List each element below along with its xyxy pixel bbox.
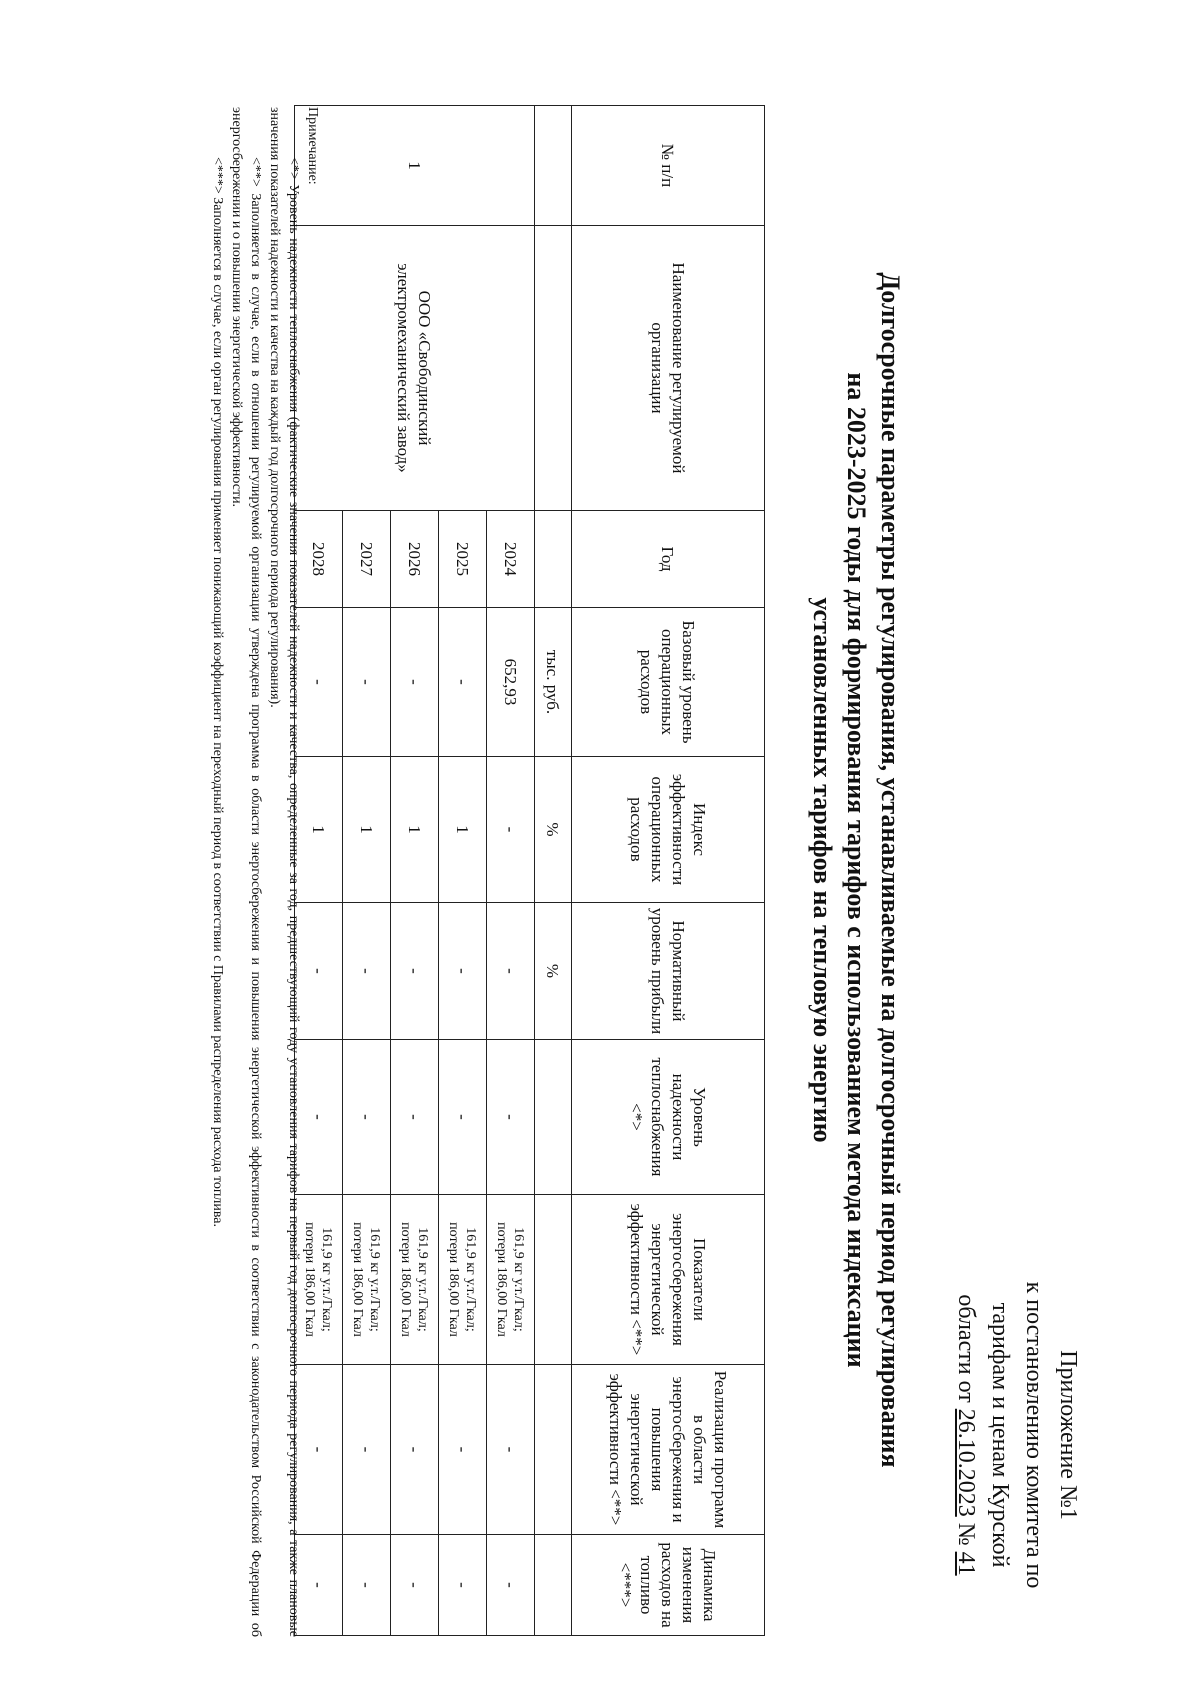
note-3: <***> Заполняется в случае, если орган регулирования применяет понижающий коэффициент на переходный период в соответствии с Правилами распределения расхода топлива.	[210, 157, 225, 1227]
base-cell: 652,93	[487, 608, 535, 757]
col-header-fuel: Динамика изменения расходов на топливо <***>	[572, 1535, 765, 1636]
col-header-reliability: Уровень надежности теплоснабжения <*>	[572, 1040, 765, 1195]
energy-line-2: потери 186,00 Гкал	[302, 1222, 318, 1337]
appendix-number-sign: №	[953, 1516, 979, 1552]
energy-cell	[343, 1195, 391, 1365]
org-name: ООО «Свободинский электромеханический завод»	[295, 226, 535, 511]
unit-cell	[535, 1195, 572, 1365]
col-header-number: № п/п	[572, 106, 765, 226]
energy-line-1: 161,9 кг у.т./Гкал;	[367, 1227, 383, 1332]
notes-heading: Примечание:	[305, 107, 320, 185]
row-number: 1	[295, 106, 535, 226]
profit-cell: -	[391, 903, 439, 1040]
col-header-org: Наименование регулируемой организации	[572, 226, 765, 511]
fuel-cell: -	[439, 1535, 487, 1636]
year-cell: 2028	[295, 511, 343, 608]
col-header-year: Год	[572, 511, 765, 608]
year-cell: 2027	[343, 511, 391, 608]
profit-cell: -	[439, 903, 487, 1040]
year-cell: 2026	[391, 511, 439, 608]
programs-cell: -	[343, 1365, 391, 1535]
table-row	[487, 106, 535, 1636]
programs-cell: -	[487, 1365, 535, 1535]
col-header-energy: Показатели энергосбережения энергетической эффективности <**>	[572, 1195, 765, 1365]
programs-cell: -	[439, 1365, 487, 1535]
appendix-line-2: к постановлению комитета по	[1021, 1281, 1047, 1589]
appendix-number: 41	[953, 1551, 979, 1576]
appendix-date-prefix: области от	[953, 1294, 979, 1409]
fuel-cell: -	[295, 1535, 343, 1636]
appendix-line-3: тарифам и ценам Курской	[987, 1302, 1013, 1568]
index-cell: 1	[343, 757, 391, 903]
energy-line-1: 161,9 кг у.т./Гкал;	[319, 1227, 335, 1332]
fuel-cell: -	[343, 1535, 391, 1636]
energy-line-2: потери 186,00 Гкал	[446, 1222, 462, 1337]
reliability-cell: -	[439, 1040, 487, 1195]
energy-line-2: потери 186,00 Гкал	[350, 1222, 366, 1337]
appendix-date: 26.10.2023	[953, 1408, 979, 1517]
document-page	[0, 55, 1125, 1685]
table-header-row	[572, 106, 765, 1636]
base-cell: -	[343, 608, 391, 757]
fuel-cell: -	[391, 1535, 439, 1636]
appendix-line-4	[949, 1225, 983, 1645]
unit-cell-index: %	[535, 757, 572, 903]
unit-cell	[535, 106, 572, 226]
notes-section	[208, 107, 322, 1637]
energy-line-1: 161,9 кг у.т./Гкал;	[415, 1227, 431, 1332]
index-cell: -	[487, 757, 535, 903]
title-line-3: установленных тарифов на тепловую энергию	[808, 597, 837, 1143]
appendix-line-1: Приложение №1	[1055, 1350, 1081, 1520]
profit-cell: -	[295, 903, 343, 1040]
col-header-index: Индекс эффективности операционных расходов	[572, 757, 765, 903]
base-cell: -	[391, 608, 439, 757]
parameters-table	[294, 105, 765, 1636]
col-header-programs: Реализация программ в области энергосбережения и повышения энергетической эффективности <**>	[572, 1365, 765, 1535]
unit-cell	[535, 226, 572, 511]
base-cell: -	[295, 608, 343, 757]
unit-cell	[535, 1040, 572, 1195]
reliability-cell: -	[343, 1040, 391, 1195]
unit-cell	[535, 1365, 572, 1535]
energy-cell	[439, 1195, 487, 1365]
energy-cell	[487, 1195, 535, 1365]
profit-cell: -	[343, 903, 391, 1040]
base-cell: -	[439, 608, 487, 757]
col-header-profit: Нормативный уровень прибыли	[572, 903, 765, 1040]
energy-line-2: потери 186,00 Гкал	[494, 1222, 510, 1337]
energy-cell	[391, 1195, 439, 1365]
energy-line-1: 161,9 кг у.т./Гкал;	[511, 1227, 527, 1332]
title-line-1: Долгосрочные параметры регулирования, устанавливаемые на долгосрочный период регулирования	[876, 272, 905, 1468]
year-cell: 2024	[487, 511, 535, 608]
reliability-cell: -	[295, 1040, 343, 1195]
document-title	[805, 185, 907, 1555]
programs-cell: -	[295, 1365, 343, 1535]
fuel-cell: -	[487, 1535, 535, 1636]
reliability-cell: -	[391, 1040, 439, 1195]
energy-line-1: 161,9 кг у.т./Гкал;	[463, 1227, 479, 1332]
unit-cell	[535, 1535, 572, 1636]
reliability-cell: -	[487, 1040, 535, 1195]
unit-cell-base: тыс. руб.	[535, 608, 572, 757]
profit-cell: -	[487, 903, 535, 1040]
col-header-base: Базовый уровень операционных расходов	[572, 608, 765, 757]
year-cell: 2025	[439, 511, 487, 608]
index-cell: 1	[439, 757, 487, 903]
index-cell: 1	[295, 757, 343, 903]
note-2: <**> Заполняется в случае, если в отношении регулируемой организации утверждена программа в области энергосбережения и повышения энергетической эффективности в соответствии с законодательством Российской Федерации об энергосбережении и о повышении энергетической эффективности.	[229, 107, 263, 1637]
index-cell: 1	[391, 757, 439, 903]
title-line-2: на 2023-2025 годы для формирования тарифов с использованием метода индексации	[842, 372, 871, 1368]
appendix-header	[949, 1225, 1085, 1645]
note-1: <*> Уровень надежности теплоснабжения (фактические значения показателей надежности и качества, определенные за год, предшествующий году установления тарифов на первый год долгосрочного периода регулирования, а также плановые значения показателей надежности и качества на каждый год долгосрочного периода регулирования).	[267, 107, 301, 1637]
programs-cell: -	[391, 1365, 439, 1535]
units-row	[535, 106, 572, 1636]
unit-cell-profit: %	[535, 903, 572, 1040]
unit-cell	[535, 511, 572, 608]
energy-line-2: потери 186,00 Гкал	[398, 1222, 414, 1337]
